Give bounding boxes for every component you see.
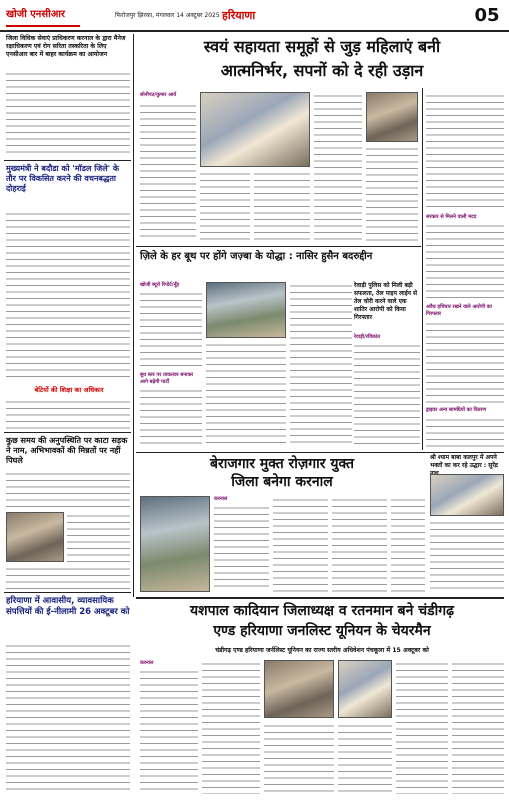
story-body: [140, 102, 196, 242]
story-headline: जिला विधिक सेवाएं प्राधिकरण करनाल के द्वारा मैनेज रक्षाधिकरण एवं रोग सरिता तस्करिता के लिए एनसीआर बार में बाहर कार्यक्रम का आयोजन: [6, 35, 126, 58]
story-byline: सोनीपत/कुमार आर्य: [140, 92, 177, 98]
divider: [4, 432, 131, 433]
column-divider: [133, 34, 134, 597]
story-byline: रेवाड़ी/रविकांत: [354, 334, 381, 340]
divider: [4, 592, 131, 593]
story-body: [140, 387, 202, 447]
story-headline: रेवाड़ी पुलिस को मिली बड़ी सफलता, तेल पाइप लाईन से तेल चोरी करने वाले एक शातिर आरोपी को किया गिरफ्तार: [354, 282, 418, 321]
divider: [4, 160, 131, 161]
story-body: [200, 170, 250, 242]
story-body: [206, 341, 286, 447]
story-byline: करनाल: [214, 496, 228, 502]
story-body: [396, 660, 448, 794]
story-subhead: ड्राइवर अन्य सामग्रियों का वितरण: [426, 407, 487, 413]
berozgar-headline-line1: बेराजगार मुक्त रोज़गार युक्त: [209, 456, 355, 472]
story-photo: [200, 92, 310, 167]
page-number: 05: [470, 4, 504, 28]
story-headline: हरियाणा में आवासीय, व्यावसायिक संपत्तियों की ई-नीलामी 26 अक्टूबर को: [6, 596, 130, 617]
story-body: [6, 210, 130, 382]
story-headline: कुछ समय की अनुपस्थिति पर काटा सड़क ने नाम, अभिभावकों की मिन्नतों पर नहीं पिघले: [6, 436, 128, 465]
story-body: [354, 342, 420, 447]
story-subhead: अवैध हथियार रखने वाले आरोपी का गिरफ्तार: [426, 304, 492, 317]
column-divider: [422, 88, 423, 450]
section-title: हरियाणा: [222, 9, 256, 22]
story-body: [264, 722, 334, 794]
story-body: [254, 170, 310, 242]
divider: [136, 246, 421, 247]
yashpal-headline-line2: एण्ड हरियाणा जनलिस्ट यूनियन के चेयरमैन: [213, 623, 431, 639]
yashpal-subhead: चंडीगढ़ एण्ड हरियाणा जर्नलिस्ट यूनियन का राज्य स्तरीय अधिवेशन पंचकूला में 15 अक्टूबर को: [215, 647, 429, 654]
story-body: [6, 565, 130, 589]
story-headline: बेटियों की शिक्षा का अधिकार: [34, 386, 104, 394]
story-body: [426, 416, 504, 448]
yashpal-headline-line1: यशपाल कादियान जिलाध्यक्ष व रतनमान बने चंडीगढ़: [189, 603, 455, 619]
story-body: [140, 290, 202, 370]
story-headline: श्री श्याम बाबा कलपुर में अपने भक्तों का कर रहे उद्धार : सुरेंद्र: [430, 454, 498, 469]
publication-logo: खोजी एनसीआर: [6, 5, 80, 27]
story-photo: [140, 496, 210, 592]
berozgar-headline-line2: जिला बनेगा करनाल: [231, 474, 333, 490]
story-body: [426, 92, 504, 212]
story-photo: [264, 660, 334, 718]
story-body: [67, 512, 130, 562]
story-photo: [206, 282, 286, 338]
story-byline: करनाल: [140, 660, 154, 666]
story-body: [202, 660, 260, 794]
divider: [136, 597, 504, 599]
story-body: [366, 145, 418, 242]
story-body: [140, 668, 198, 794]
date-line: फिरोजपुर झिरका, मंगलवार 14 अक्टूबर 2025: [115, 12, 220, 19]
story-body: [6, 470, 130, 510]
story-body: [6, 70, 130, 158]
masthead: [0, 0, 509, 32]
story-body: [426, 222, 504, 302]
story-photo: [366, 92, 418, 142]
story-subhead: बूथ स्तर पर ताकतवर बनाकर आगे बढ़ेगी पार्टी: [140, 372, 194, 385]
story-headline: मुख्यमंत्री ने बदौडा को 'मॉडल जिले' के तौर पर विकसित करने की वचनबद्धता दोहराई: [6, 164, 120, 193]
story-body: [391, 496, 425, 592]
story-body: [6, 642, 130, 792]
story-body: [314, 92, 362, 242]
story-body: [290, 282, 352, 447]
story-body: [273, 496, 328, 592]
story-body: [452, 660, 504, 794]
spacer: [354, 262, 420, 266]
story-body: [214, 504, 269, 592]
banner-headline-line1: स्वयं सहायता समूहों से जुड़ महिलाएं बनी: [203, 37, 441, 56]
divider: [136, 452, 504, 453]
story-body: [430, 519, 504, 592]
story-body: [6, 398, 130, 430]
rewari-story: [354, 282, 420, 447]
story-subhead: सरकार से मिलने वाली मदद: [426, 214, 477, 220]
story-body: [426, 320, 504, 405]
story-byline: खोजी ब्यूरो रिपोर्ट/नूँह: [140, 282, 180, 288]
story-body: [338, 722, 392, 794]
story-headline: ज़िले के हर बूथ पर होंगे जज़्बा के योद्धा : नासिर हुसैन बदरुद्दीन: [140, 251, 373, 262]
story-body: [332, 496, 387, 592]
story-photo: [430, 474, 504, 516]
story-photo: [6, 512, 64, 562]
banner-headline-line2: आत्मनिर्भर, सपनों को दे रही उड़ान: [220, 61, 424, 80]
story-photo: [338, 660, 392, 718]
